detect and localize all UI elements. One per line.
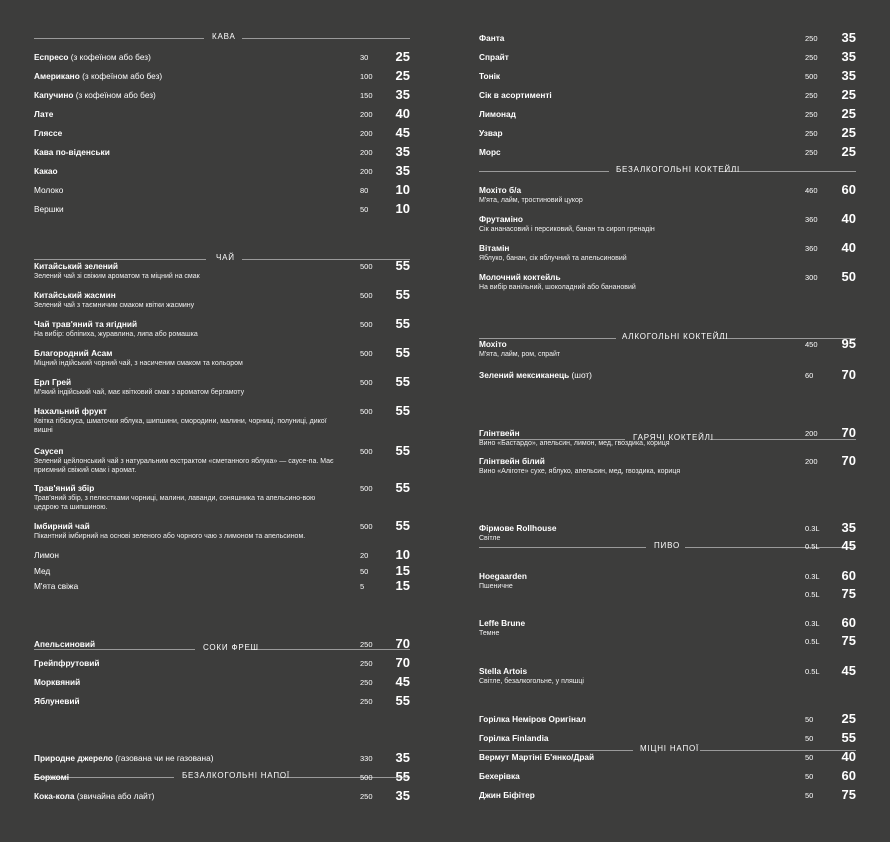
section-title: МІЦНІ НАПОЇ [640,744,700,753]
item-price: 25 [395,68,410,83]
item-description: Світле, безалкогольне, у пляшці [479,678,584,685]
item-price: 55 [395,403,410,418]
item-note: (з кофеїном або без) [68,52,151,62]
item-price: 35 [395,163,410,178]
item-name [34,166,58,176]
section-divider [34,259,206,260]
item-name [479,456,545,466]
section-divider [718,338,856,339]
item-price: 60 [841,768,856,783]
item-description: Зелений цейлонський чай з натуральним екстрактом «сметанного яблука» — саусе-па. Має приємний свіжий смак і аромат. [34,458,334,474]
item-name-text: Узвар [479,128,503,138]
item-volume: 500 [360,262,373,271]
item-volume: 20 [360,551,369,560]
item-price: 50 [841,269,856,284]
item-name-text: Фірмове Rollhouse [479,523,557,533]
item-name [34,658,99,668]
item-name [34,550,59,560]
item-price-large: 45 [841,538,856,553]
item-volume: 0.3L [805,524,820,533]
item-volume: 0.3L [805,619,820,628]
item-name-text: Капучино [34,90,74,100]
section-divider [722,171,856,172]
item-price-large: 75 [841,586,856,601]
item-volume: 200 [360,129,373,138]
item-price: 55 [395,480,410,495]
item-volume: 200 [360,110,373,119]
item-description: Міцний індійський чорний чай, з насиченим смаком та кольором [34,360,243,367]
item-price: 40 [841,240,856,255]
item-price-large: 75 [841,633,856,648]
item-volume: 50 [360,567,369,576]
item-volume: 50 [805,772,814,781]
item-name-text: Еспресо [34,52,69,62]
item-volume: 50 [805,791,814,800]
item-note: (звичайна або лайт) [74,791,155,801]
item-volume: 360 [805,244,818,253]
item-name [479,90,552,100]
item-price: 35 [395,750,410,765]
item-description: Пшеничне [479,583,513,590]
item-name-text: Зелений мексиканець [479,370,570,380]
item-name-text: Сік в асортименті [479,90,552,100]
item-description: Сік ананасовий і персиковий, банан та сироп гренадін [479,226,655,233]
item-name [479,272,561,282]
item-price: 25 [841,106,856,121]
item-name [34,639,95,649]
item-volume: 500 [360,484,373,493]
item-name [34,677,80,687]
item-name [34,696,80,706]
item-name-text: Лимон [34,550,59,560]
item-volume: 5 [360,582,365,591]
item-price: 95 [841,336,856,351]
item-name [479,214,523,224]
item-name [34,261,118,271]
item-price: 60 [841,182,856,197]
item-price: 70 [841,425,856,440]
item-note: (з кофеїном або без) [79,71,163,81]
item-name [34,290,116,300]
item-description: Темне [479,630,500,637]
item-description: На вибір ванільний, шоколадний або банановий [479,284,636,291]
item-price: 45 [841,663,856,678]
item-description: М'ята, лайм, ром, спрайт [479,351,561,358]
item-volume: 200 [360,148,373,157]
item-volume-large: 0.5L [805,637,820,646]
item-name [479,147,501,157]
item-price: 35 [395,144,410,159]
item-price: 55 [395,316,410,331]
item-name-text: Боржомі [34,772,70,782]
item-name-text: Американо [34,71,80,81]
section-divider [685,547,856,548]
item-price: 35 [841,30,856,45]
item-volume: 500 [360,378,373,387]
item-volume: 250 [360,659,373,668]
item-price: 35 [395,87,410,102]
section-divider [34,649,195,650]
item-name-text: Молоко [34,185,64,195]
section-divider [700,750,856,751]
item-volume: 200 [805,457,818,466]
item-volume: 50 [360,205,369,214]
item-price: 70 [395,636,410,651]
item-name [479,733,549,743]
item-name-text: Лимонад [479,109,516,119]
item-name [34,772,69,782]
item-price: 55 [395,258,410,273]
menu-left-column [34,0,410,803]
item-volume: 330 [360,754,373,763]
item-volume: 50 [805,753,814,762]
section-divider [479,171,609,172]
item-name [479,33,504,43]
item-price: 70 [395,655,410,670]
item-description: М'який індійський чай, має квітковий смак з ароматом бергамоту [34,389,245,396]
item-name [479,666,527,676]
item-name [479,339,507,349]
item-name-text: Джин Біфітер [479,790,535,800]
item-price: 55 [395,287,410,302]
item-volume: 50 [805,734,814,743]
item-name [34,521,90,531]
item-price: 40 [841,749,856,764]
item-price: 40 [841,211,856,226]
item-name-text: Саусеп [34,446,64,456]
item-name [34,204,64,214]
item-name [34,581,78,591]
item-volume: 500 [805,72,818,81]
item-note: (газована чи не газована) [112,753,214,763]
item-name-text: Грейпфрутовий [34,658,100,668]
item-name-text: Китайський жасмин [34,290,116,300]
item-name [479,571,527,581]
section-divider [34,38,204,39]
section-title: ГАРЯЧІ КОКТЕЙЛІ [633,433,714,442]
item-volume: 500 [360,522,373,531]
item-volume: 300 [805,273,818,282]
item-note: (шот) [569,370,592,380]
item-price: 10 [395,547,410,562]
item-volume: 500 [360,320,373,329]
item-volume: 250 [360,792,373,801]
item-name-text: Лате [34,109,54,119]
section-divider [479,547,646,548]
item-price: 35 [841,49,856,64]
section-header [34,32,410,44]
item-volume: 250 [805,91,818,100]
item-volume: 200 [360,167,373,176]
item-name [34,319,137,329]
item-volume: 450 [805,340,818,349]
item-name-text: Мохіто б/а [479,185,522,195]
item-name [34,377,71,387]
item-name-text: Stella Artois [479,666,528,676]
item-price: 60 [841,615,856,630]
section-divider [242,259,410,260]
item-description: Зелений чай з таємничим смаком квітки жасмину [34,302,195,309]
item-price: 35 [841,520,856,535]
item-volume: 0.5L [805,667,820,676]
section-title: СОКИ ФРЕШ [203,643,259,652]
item-volume: 80 [360,186,369,195]
item-description: На вибір: обліпиха, журавлина, липа або ромашка [34,331,198,338]
item-price: 10 [395,182,410,197]
item-volume: 150 [360,91,373,100]
item-name [34,446,63,456]
item-name-text: М'ята свіжа [34,581,79,591]
item-name [479,790,535,800]
item-volume: 500 [360,349,373,358]
item-volume: 250 [805,148,818,157]
item-volume: 30 [360,53,369,62]
item-name-text: Природне джерело [34,753,113,763]
item-description: М'ята, лайм, тростиновий цукор [479,197,583,204]
item-name-text: Кока-кола [34,791,75,801]
item-volume-large: 0.5L [805,590,820,599]
item-name-text: Яблуневий [34,696,80,706]
item-volume: 250 [360,678,373,687]
item-price: 60 [841,568,856,583]
item-price: 55 [395,518,410,533]
item-price: 70 [841,453,856,468]
item-name [479,714,586,724]
item-name [479,618,525,628]
item-volume: 360 [805,215,818,224]
item-price: 55 [841,730,856,745]
item-name-text: Ерл Грей [34,377,72,387]
item-name-text: Апельсиновий [34,639,96,649]
item-price: 55 [395,345,410,360]
item-name-text: Благородний Асам [34,348,113,358]
item-name [34,348,112,358]
item-price: 25 [841,125,856,140]
item-price: 35 [395,788,410,803]
item-volume: 250 [805,34,818,43]
item-volume: 60 [805,371,814,380]
item-name [479,109,516,119]
item-name-text: Вітамін [479,243,510,253]
item-name [34,483,94,493]
item-name-text: Горілка Finlandia [479,733,549,743]
item-name-text: Глінтвейн [479,428,520,438]
item-name-text: Трав'яний збір [34,483,95,493]
item-name-text: Горілка Неміров Оригінал [479,714,586,724]
item-price: 55 [395,693,410,708]
item-price: 40 [395,106,410,121]
item-name-text: Морквяний [34,677,81,687]
item-name [479,771,520,781]
item-name-text: Чай трав'яний та ягідний [34,319,138,329]
item-name-text: Фрутаміно [479,214,523,224]
section-title: ПИВО [654,541,680,550]
item-name [34,147,110,157]
item-description: Трав'яний збір, з пелюстками чорниці, малини, лаванди, соняшника та апельсино-вою цедрою та шипшиною. [34,495,316,511]
item-name [34,566,50,576]
item-description: Яблуко, банан, сік яблучний та апельсиновий [479,255,627,262]
item-name [479,71,500,81]
item-name-text: Вершки [34,204,64,214]
section-divider [279,777,410,778]
item-price: 10 [395,201,410,216]
item-name-text: Спрайт [479,52,509,62]
item-name [34,753,213,763]
section-title: АЛКОГОЛЬНІ КОКТЕЙЛІ [622,332,729,341]
item-name [34,90,156,100]
item-volume: 250 [360,697,373,706]
item-name [34,791,154,801]
item-description: Вино «Аліготе» сухе, яблуко, апельсин, мед, гвоздика, кориця [479,468,681,475]
item-name-text: Какао [34,166,58,176]
item-name-text: Фанта [479,33,505,43]
section-title: БЕЗАЛКОГОЛЬНІ НАПОЇ [182,771,290,780]
item-price: 70 [841,367,856,382]
section-title: ЧАЙ [216,253,235,262]
item-price: 35 [841,68,856,83]
item-name [479,128,503,138]
item-price: 25 [841,144,856,159]
item-volume: 250 [805,129,818,138]
item-name [479,523,556,533]
item-name-text: Китайський зелений [34,261,118,271]
section-title: БЕЗАЛКОГОЛЬНІ КОКТЕЙЛІ [616,165,741,174]
item-name [479,52,509,62]
item-description: Світле [479,535,501,542]
item-name [34,109,53,119]
item-note: (з кофеїном або без) [73,90,156,100]
item-price: 25 [841,711,856,726]
item-name-text: Нахальний фрукт [34,406,107,416]
item-price: 75 [841,787,856,802]
menu-right-column [479,0,856,802]
item-name-text: Імбирний чай [34,521,90,531]
item-price: 25 [841,87,856,102]
item-name-text: Вермут Мартіні Б'янко/Драй [479,752,595,762]
item-name [34,406,107,416]
item-volume: 50 [805,715,814,724]
item-description: Квітка гібіскуса, шматочки яблука, шипшини, смородини, малини, чорниці, полуниці, дикої вишні [34,418,327,434]
section-title: КАВА [212,32,236,41]
item-name [479,370,592,380]
item-name-text: Кава по-віденськи [34,147,110,157]
item-name [479,428,520,438]
section-divider [479,750,633,751]
item-volume: 250 [805,110,818,119]
section-divider [249,649,410,650]
item-name-text: Гляссе [34,128,63,138]
item-volume: 500 [360,407,373,416]
section-header [479,332,856,344]
section-header [479,165,856,177]
item-price: 45 [395,674,410,689]
item-name [34,71,162,81]
item-name [34,128,62,138]
item-volume: 500 [360,291,373,300]
item-name-text: Глінтвейн білий [479,456,545,466]
item-name-text: Морс [479,147,501,157]
item-name-text: Молочний коктейль [479,272,561,282]
item-price: 15 [395,578,410,593]
item-description: Пікантний імбирний на основі зеленого або чорного чаю з лимоном та апельсином. [34,533,306,540]
item-volume: 500 [360,447,373,456]
item-name-text: Hoegaarden [479,571,527,581]
item-name [479,243,509,253]
item-price: 15 [395,563,410,578]
item-name [34,185,63,195]
item-name-text: Тонік [479,71,501,81]
item-volume: 100 [360,72,373,81]
item-name-text: Бехерівка [479,771,520,781]
item-description: Вино «Бастардо», апельсин, лимон, мед, гвоздика, кориця [479,440,670,447]
item-price: 55 [395,769,410,784]
item-volume: 250 [360,640,373,649]
item-volume: 200 [805,429,818,438]
item-name [479,752,594,762]
item-name-text: Мохіто [479,339,507,349]
item-price: 25 [395,49,410,64]
section-header [34,771,410,783]
item-volume: 500 [360,773,373,782]
item-price: 55 [395,374,410,389]
item-name [479,185,521,195]
item-volume-large: 0.5L [805,542,820,551]
item-volume: 0.3L [805,572,820,581]
item-price: 45 [395,125,410,140]
item-name-text: Мед [34,566,51,576]
item-volume: 250 [805,53,818,62]
item-volume: 460 [805,186,818,195]
item-name-text: Leffe Brune [479,618,526,628]
item-name [34,52,151,62]
item-description: Зелений чай зі свіжим ароматом та міцний на смак [34,273,200,280]
section-divider [242,38,410,39]
item-price: 55 [395,443,410,458]
